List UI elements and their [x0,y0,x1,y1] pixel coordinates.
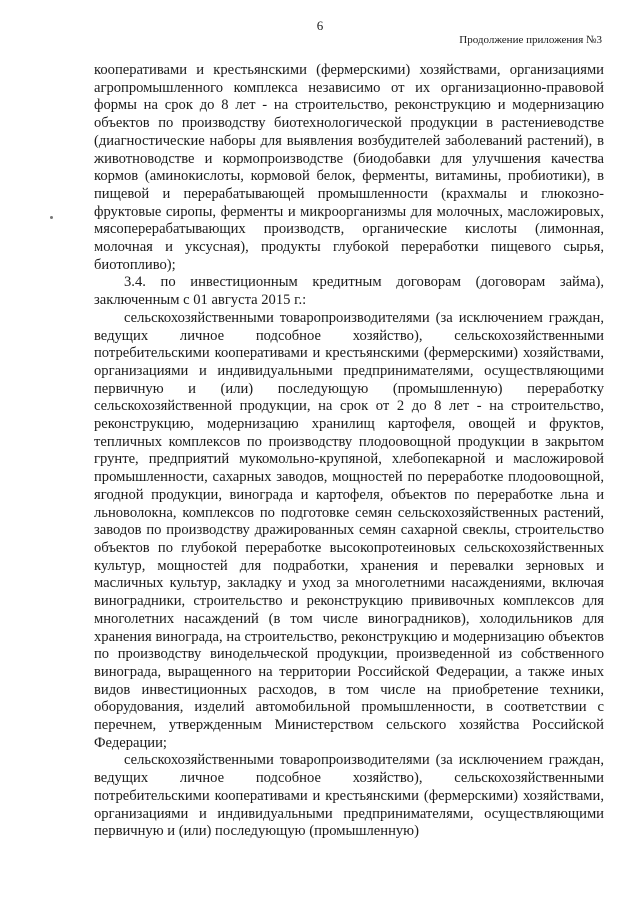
page-number: 6 [316,18,324,33]
paragraph-producers-list: сельскохозяйственными товаропроизводителями (за исключением граждан, ведущих личное подсобное хозяйство), сельскохозяйственными потребительскими кооперативами и крестьянскими (фермерскими) хозяйствами, организациями и индивидуальными предпринимателями, осуществляющими первичную и (или) последующую (промышленную) переработку сельскохозяйственной продукции, на срок от 2 до 8 лет - на строительство, реконструкцию, модернизацию хранилищ картофеля, овощей и фруктов, тепличных комплексов по производству плодоовощной продукции в закрытом грунте, предприятий мукомольно-крупяной, хлебопекарной и масложировой промышленности, сахарных заводов, мощностей по переработке плодоовощной, ягодной продукции, винограда и картофеля, объектов по переработке льна и льноволокна, комплексов по подготовке семян сельскохозяйственных растений, заводов по производству дражированных семян сахарной свеклы, строительство объектов по глубокой переработке высокопротеиновых сельскохозяйственных культур, мощностей для подработки, хранения и перевалки зерновых и масличных культур, закладку и уход за многолетними насаждениями, включая виноградники, строительство и реконструкцию прививочных комплексов для многолетних насаждений (в том числе виноградников), холодильников для хранения винограда, на строительство, реконструкцию и модернизацию объектов по производству винодельческой продукции, произведенной из собственного винограда, выращенного на территории Российской Федерации, а также иных видов инвестиционных расходов, в том числе на приобретение техники, оборудования, изделий автомобильной промышленности, в соответствии с перечнем, утвержденным Министерством сельского хозяйства Российской Федерации; [94,309,604,751]
paragraph-continuation: кооперативами и крестьянскими (фермерскими) хозяйствами, организациями агропромышленного комплекса независимо от их организационно-правовой формы на срок до 8 лет - на строительство, реконструкцию и модернизацию объектов по производству биотехнологической продукции в растениеводстве (диагностические наборы для выявления возбудителей заболеваний растений), в животноводстве и кормопроизводстве (биодобавки для улучшения качества кормов (аминокислоты, кормовой белок, ферменты, витамины, пробиотики), в пищевой и перерабатывающей промышленности (крахмалы и глюкозно-фруктовые сиропы, ферменты и микроорганизмы для молочных, масложировых, мясоперерабатывающих производств, органические кислоты (лимонная, молочная и уксусная), продукты глубокой переработки пищевого сырья, биотопливо); [94,62,604,273]
paragraph-producers-list-2: сельскохозяйственными товаропроизводителями (за исключением граждан, ведущих личное подсобное хозяйство), сельскохозяйственными потребительскими кооперативами и крестьянскими (фермерскими) хозяйствами, организациями и индивидуальными предпринимателями, осуществляющими первичную и (или) последующую (промышленную) [94,752,604,840]
paragraph-section-3-4: 3.4. по инвестиционным кредитным договорам (договорам займа), заключенным с 01 августа 2015 г.: [94,274,604,309]
scan-speck-mark [50,216,53,219]
appendix-note: Продолжение приложения №3 [459,34,602,46]
document-body [94,62,604,841]
